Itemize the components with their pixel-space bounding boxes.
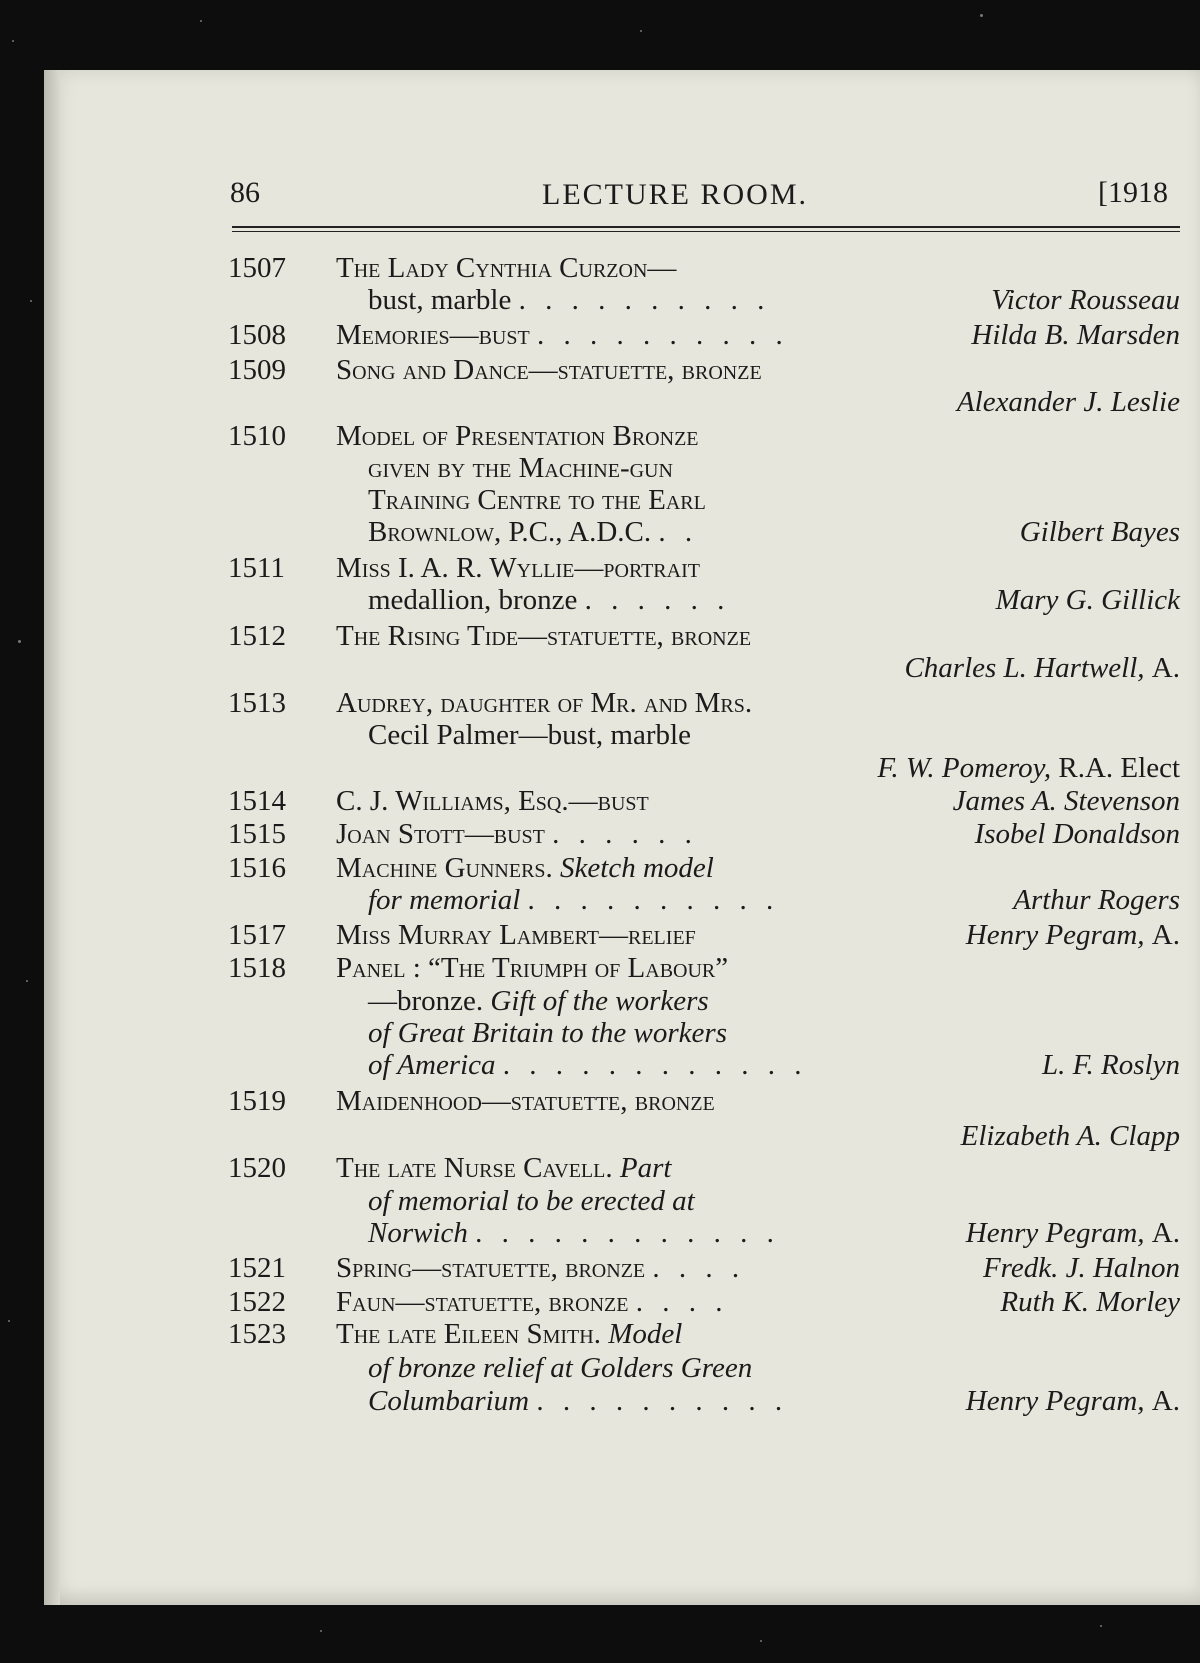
catalogue-entry-line <box>0 552 1200 586</box>
background-speck <box>1100 1625 1102 1627</box>
catalogue-entry-line <box>0 620 1200 654</box>
entry-number: 1507 <box>228 252 286 284</box>
entry-title-continued: Brownlow, P.C., A.D.C. . . <box>368 516 699 548</box>
entry-artist: Charles L. Hartwell, A. <box>904 652 1180 684</box>
header-rule-thin <box>232 231 1180 232</box>
catalogue-entry-line <box>0 719 1200 753</box>
catalogue-entry-line <box>0 516 1200 550</box>
catalogue-entry-line <box>0 1352 1200 1386</box>
background-speck <box>760 1640 762 1642</box>
catalogue-entry-line <box>0 1286 1200 1320</box>
entry-title: Machine Gunners. Sketch model <box>336 852 714 884</box>
entry-title: Panel : “The Triumph of Labour” <box>336 952 729 984</box>
entry-artist: Henry Pegram, A. <box>965 1217 1180 1249</box>
entry-artist: Arthur Rogers <box>1013 884 1180 916</box>
entry-title-continued: given by the Machine-gun <box>368 452 673 484</box>
catalogue-entry-line <box>0 1017 1200 1051</box>
catalogue-entry-line <box>0 420 1200 454</box>
background-speck <box>320 1630 322 1632</box>
entry-artist: Mary G. Gillick <box>995 584 1180 616</box>
catalogue-entry-line <box>0 1217 1200 1251</box>
entry-number: 1512 <box>228 620 286 652</box>
entry-artist: Alexander J. Leslie <box>956 386 1180 418</box>
entry-number: 1509 <box>228 354 286 386</box>
entry-artist: Hilda B. Marsden <box>971 319 1180 351</box>
entry-artist: Henry Pegram, A. <box>965 919 1180 951</box>
entry-artist: Henry Pegram, A. <box>965 1385 1180 1417</box>
entry-title: Model of Presentation Bronze <box>336 420 699 452</box>
entry-artist: Victor Rousseau <box>991 284 1180 316</box>
entry-title: Audrey, daughter of Mr. and Mrs. <box>336 687 753 719</box>
entry-number: 1518 <box>228 952 286 984</box>
catalogue-entry-line <box>0 354 1200 388</box>
background-speck <box>12 40 14 42</box>
catalogue-entry-line <box>0 852 1200 886</box>
catalogue-entry-line <box>0 919 1200 953</box>
entry-artist: Fredk. J. Halnon <box>982 1252 1180 1284</box>
entry-title: C. J. Williams, Esq.—bust <box>336 785 649 817</box>
background-speck <box>200 20 202 22</box>
entry-number: 1514 <box>228 785 286 817</box>
entry-description: Columbarium . . . . . . . . . . <box>368 1385 789 1417</box>
catalogue-entry-line <box>0 386 1200 420</box>
entry-artist: Ruth K. Morley <box>1000 1286 1180 1318</box>
entry-title: Memories—bust . . . . . . . . . . <box>336 319 789 351</box>
header-year: [1918 <box>1098 176 1168 209</box>
entry-title: Faun—statuette, bronze . . . . <box>336 1286 729 1318</box>
entry-number: 1522 <box>228 1286 286 1318</box>
entry-title: The Rising Tide—statuette, bronze <box>336 620 752 652</box>
entry-number: 1513 <box>228 687 286 719</box>
entry-description: of America . . . . . . . . . . . . <box>368 1049 808 1081</box>
entry-title: Miss I. A. R. Wyllie—portrait <box>336 552 700 584</box>
catalogue-entry-line <box>0 452 1200 486</box>
catalogue-entry-line <box>0 584 1200 618</box>
entry-description: of bronze relief at Golders Green <box>368 1352 753 1384</box>
catalogue-entry-line <box>0 785 1200 819</box>
catalogue-entry-line <box>0 687 1200 721</box>
entry-artist: F. W. Pomeroy, R.A. Elect <box>877 752 1180 784</box>
entry-number: 1520 <box>228 1152 286 1184</box>
entry-description: of memorial to be erected at <box>368 1185 695 1217</box>
catalogue-entry-line <box>0 1318 1200 1352</box>
catalogue-entry-line <box>0 652 1200 686</box>
catalogue-entry-line <box>0 952 1200 986</box>
entry-number: 1516 <box>228 852 286 884</box>
catalogue-entry-line <box>0 1385 1200 1419</box>
catalogue-entry-line <box>0 284 1200 318</box>
page-number: 86 <box>230 176 260 209</box>
catalogue-entry-line <box>0 1120 1200 1154</box>
entry-artist: James A. Stevenson <box>952 785 1180 817</box>
catalogue-entry-line <box>0 818 1200 852</box>
entry-title: Spring—statuette, bronze . . . . <box>336 1252 746 1284</box>
entry-description: for memorial . . . . . . . . . . <box>368 884 780 916</box>
catalogue-entry-line <box>0 752 1200 786</box>
catalogue-entry-line <box>0 319 1200 353</box>
entry-title: Miss Murray Lambert—relief <box>336 919 696 951</box>
entry-number: 1523 <box>228 1318 286 1350</box>
background-speck <box>980 14 983 17</box>
entry-number: 1508 <box>228 319 286 351</box>
entry-number: 1517 <box>228 919 286 951</box>
entry-artist: Gilbert Bayes <box>1019 516 1180 548</box>
catalogue-entry-line <box>0 985 1200 1019</box>
entry-description: medallion, bronze . . . . . . <box>368 584 731 616</box>
catalogue-entry-line <box>0 1152 1200 1186</box>
entry-description: bust, marble . . . . . . . . . . <box>368 284 771 316</box>
entry-number: 1510 <box>228 420 286 452</box>
entry-number: 1511 <box>228 552 285 584</box>
entry-title-continued: Training Centre to the Earl <box>368 484 706 516</box>
entry-title: Joan Stott—bust . . . . . . <box>336 818 698 850</box>
entry-artist: Isobel Donaldson <box>974 818 1180 850</box>
entry-number: 1519 <box>228 1085 286 1117</box>
catalogue-entry-line <box>0 1185 1200 1219</box>
catalogue-entry-line <box>0 1049 1200 1083</box>
entry-number: 1515 <box>228 818 286 850</box>
entry-artist: L. F. Roslyn <box>1041 1049 1180 1081</box>
catalogue-entry-line <box>0 884 1200 918</box>
entry-description: —bronze. Gift of the workers <box>368 985 709 1017</box>
header-rule-thick <box>232 226 1180 228</box>
entry-title: The late Eileen Smith. Model <box>336 1318 683 1350</box>
background-speck <box>640 30 642 32</box>
catalogue-entry-line <box>0 1085 1200 1119</box>
entry-description: Norwich . . . . . . . . . . . . <box>368 1217 780 1249</box>
entry-artist: Elizabeth A. Clapp <box>960 1120 1180 1152</box>
running-title: LECTURE ROOM. <box>542 178 808 211</box>
entry-title: Maidenhood—statuette, bronze <box>336 1085 715 1117</box>
catalogue-entry-line <box>0 1252 1200 1286</box>
entry-title: Song and Dance—statuette, bronze <box>336 354 762 386</box>
entry-number: 1521 <box>228 1252 286 1284</box>
catalogue-entry-line <box>0 484 1200 518</box>
entry-title: The late Nurse Cavell. Part <box>336 1152 672 1184</box>
entry-description: Cecil Palmer—bust, marble <box>368 719 691 751</box>
running-header <box>0 176 1200 218</box>
entry-title: The Lady Cynthia Curzon— <box>336 252 677 284</box>
catalogue-entry-line <box>0 252 1200 286</box>
entry-description: of Great Britain to the workers <box>368 1017 727 1049</box>
